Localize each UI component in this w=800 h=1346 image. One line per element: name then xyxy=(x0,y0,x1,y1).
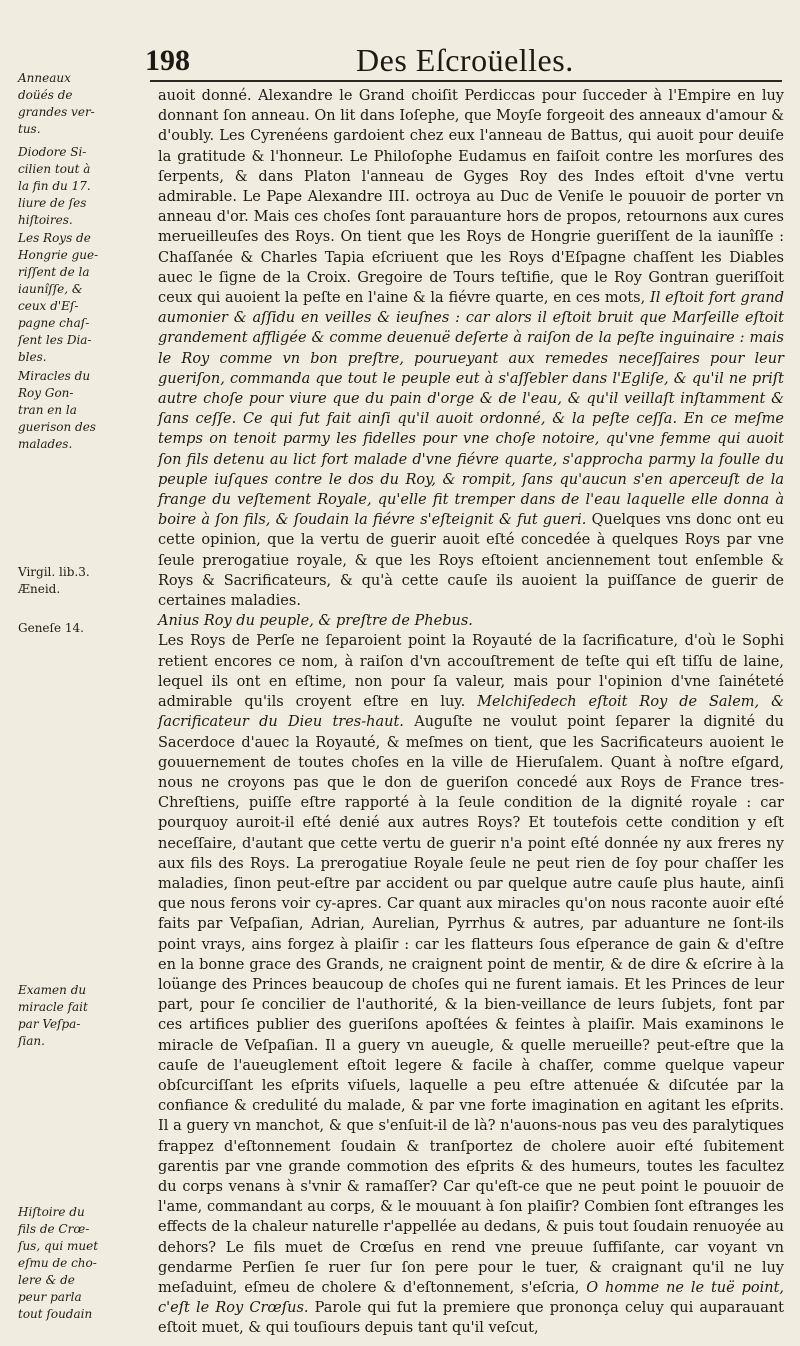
paragraph-2-tail: Parole qui fut la premiere que prononça celuy qui auparauant eſtoit muet, & qui touſiours depuis tant qu'il veſcut, xyxy=(158,1300,785,1337)
margin-note-diodore: Diodore Si- cilien tout à la fin du 17. liure de ſes hiſtoires. xyxy=(18,145,91,227)
margin-note-vespasian: Examen du miracle fait par Veſpa- ſian. xyxy=(18,983,88,1048)
margin-note-genese: Geneſe 14. xyxy=(18,621,84,635)
margin-note-anneaux: Anneaux doüés de grandes ver- tus. xyxy=(18,71,95,136)
paragraph-2-text: Les Roys de Perſe ne ſeparoient point la Royauté de la ſacrificature, d'où le Sophi retient encores ce nom, à raiſon d'vn accouſtrement de teſte qui eſt tiſſu de laine, lequel ils ont en eſtime, non pour ſa valeur, mais pour l'opinion d'vne ſainéteté admirable qu'ils croyent eſtre en luy. xyxy=(158,633,784,711)
main-text xyxy=(158,86,784,1339)
margin-note-gontran: Miracles du Roy Gon- tran en la guerison des malades. xyxy=(18,369,96,451)
header-rule xyxy=(150,80,782,82)
virgil-verse: Anius Roy du peuple, & preſtre de Phebus. xyxy=(158,613,473,630)
melchisedech-quotation: Melchiſedech eſtoit Roy de Salem, & ſacrificateur du Dieu tres-haut. xyxy=(158,694,784,731)
paragraph-1-end: Quelques vns donc ont eu cette opinion, que la vertu de guerir auoit eſté concedée à quelques Roys par vne ſeule prerogatiue royale, & que les Roys eſtoient anciennement tout enſemble & Roys & Sacrificateurs, & qu'à cette cauſe ils auoient la puiſſance de guerir de certaines maladies. xyxy=(158,512,784,610)
paragraph-2 xyxy=(158,631,784,1338)
margin-note-croesus: Hiſtoire du fils de Crœ- ſus, qui muet eſmu de cho- lere & de peur parla tout ſoudain xyxy=(18,1205,99,1321)
running-title: Des Eſcroüelles. xyxy=(356,42,574,78)
page-number: 198 xyxy=(145,44,190,77)
gregory-quotation: Il eſtoit fort grand aumonier & aſſidu en veilles & ieuſnes : car alors il eſtoit bruit que Marſeille eſtoit grandement affligée & comme deuenuë deſerte à raiſon de la peſte inguinaire : mais le Roy comme vn bon preſtre, pourueyant aux remedes neceſſaires pour leur gueriſon, commanda que tout le peuple eut à s'aſſebler dans l'Egliſe, & qu'il ne priſt autre choſe pour viure que du pain d'orge & de l'eau, & qu'il veillaſt inſtamment & ſans ceſſe. Ce qui fut fait ainſi qu'il auoit ordonné, & la peſte ceſſa. En ce meſme temps on tenoit parmy les fidelles pour vne choſe notoire, qu'vne femme qui auoit ſon fils detenu au lict fort malade d'vne fiévre quarte, s'approcha parmy la foulle du peuple iuſques contre le dos du Roy, & rompit, ſans qu'aucun s'en aperceuſt de la frange du veſtement Royale, qu'elle fit tremper dans de l'eau laquelle elle donna à boire à ſon fils, & ſoudain la fiévre s'eſteignit & fut gueri. xyxy=(158,290,785,529)
paragraph-1-text: auoit donné. Alexandre le Grand choiſit Perdiccas pour ſucceder à l'Empire en luy donnant ſon anneau. On lit dans Ioſephe, que Moyſe forgeoit des anneaux d'amour & d'oubly. Les Cyrenéens gardoient chez eux l'anneau de Battus, qui auoit pour deuiſe la gratitude & l'honneur. Le Philoſophe Eudamus en faiſoit contre les morſures des ſerpents, & dans Platon l'anneau de Gyges Roy des Indes eſtoit d'vne vertu admirable. Le Pape Alexandre III. octroya au Duc de Veniſe le pouuoir de porter vn anneau d'or. Mais ces choſes ſont parauanture hors de propos, retournons aux cures merueilleuſes des Roys. On tient que les Roys de Hongrie gueriſſent de la iaunîſſe : Chaſſanée & Charles Tapia eſcriuent que les Roys d'Eſpagne chaſſent les Diables auec le ſigne de la Croix. Gregoire de Tours teſtifie, que le Roy Gontran gueriſſoit ceux qui auoient la peſte en l'aine & la fiévre quarte, en ces mots, xyxy=(158,88,784,307)
paragraph-2-body: Auguſte ne voulut point ſeparer la dignité du Sacerdoce d'auec la Royauté, & meſmes on tient, que les Sacrificateurs auoient le gouuernement de toutes choſes en la ville de Hieruſalem. Quant à noſtre eſgard, nous ne croyons pas que le don de gueriſon concedé aux Roys de France tres-Chreſtiens, puiſſe eſtre rapporté à la ſeule condition de la dignité royale : car pourquoy auroit-il eſté denié aux autres Roys? Et toutefois cette condition y eſt neceſſaire, d'autant que cette vertu de guerir n'a point eſté donnée ny aux freres ny aux fils des Roys. La prerogatiue Royale ſeule ne peut rien de ſoy pour chaſſer les maladies, ſinon peut-eſtre par accident ou par quelque autre cauſe plus haute, ainſi que nous ferons voir cy-apres. Car quant aux miracles qu'on nous raconte auoir eſté faits par Veſpaſian, Adrian, Aurelian, Pyrrhus & autres, par aduanture ne ſont-ils point vrays, ains forgez à plaiſir : car les flatteurs ſous eſperance de gain & d'eſtre en la bonne grace des Grands, ne craignent point de mentir, & de dire & eſcrire à la loüange des Princes beaucoup de choſes qui ne furent iamais. Et les Princes de leur part, pour ſe concilier de l'authorité, & la bien-veillance de leurs ſubjets, font par ces artifices publier des gueriſons apoſtées & feintes à plaiſir. Mais examinons le miracle de Veſpaſian. Il a guery vn aueugle, & quelle merueille? peut-eſtre que la cauſe de l'aueuglement eſtoit legere & facile à chaſſer, comme quelque vapeur obſcurciſſant les eſprits viſuels, laquelle a peu eſtre attenuée & diſcutée par la confiance & credulité du malade, & par vne forte imagination en agitant les eſprits. Il a guery vn manchot, & que s'enſuit-il de là? n'auons-nous pas veu des paralytiques frappez d'eſtonnement ſoudain & tranſportez de cholere auoir eſté ſubitement garentis par vne grande commotion des eſprits & des humeurs, toutes les facultez du corps venans à s'vnir & ramaſſer? Car qu'eſt-ce que ne peut point le pouuoir de l'ame, commandant au corps, & le mouuant à ſon plaiſir? Combien ſont eſtranges les effects de la chaleur naturelle r'appellée au dedans, & puis tout ſoudain renuoyée au dehors? Le fils muet de Crœſus en rend vne preuue ſuffiſante, car voyant vn gendarme Perſien ſe ruer ſur ſon pere pour le tuer, & craignant qu'il ne luy meſaduint, eſmeu de cholere & d'eſtonnement, s'eſcria, xyxy=(158,714,785,1296)
margin-note-virgil: Virgil. lib.3. Æneid. xyxy=(18,565,90,596)
margin-note-roys-hongrie: Les Roys de Hongrie gue- riſſent de la iaunîſſe, & ceux d'Eſ- pagne chaſ- ſent les Dia- bles. xyxy=(18,231,99,364)
croesus-quotation: O homme ne le tuë point, c'eſt le Roy Crœſus. xyxy=(158,1279,785,1317)
margin-notes xyxy=(0,70,150,1340)
paragraph-1 xyxy=(158,86,784,611)
